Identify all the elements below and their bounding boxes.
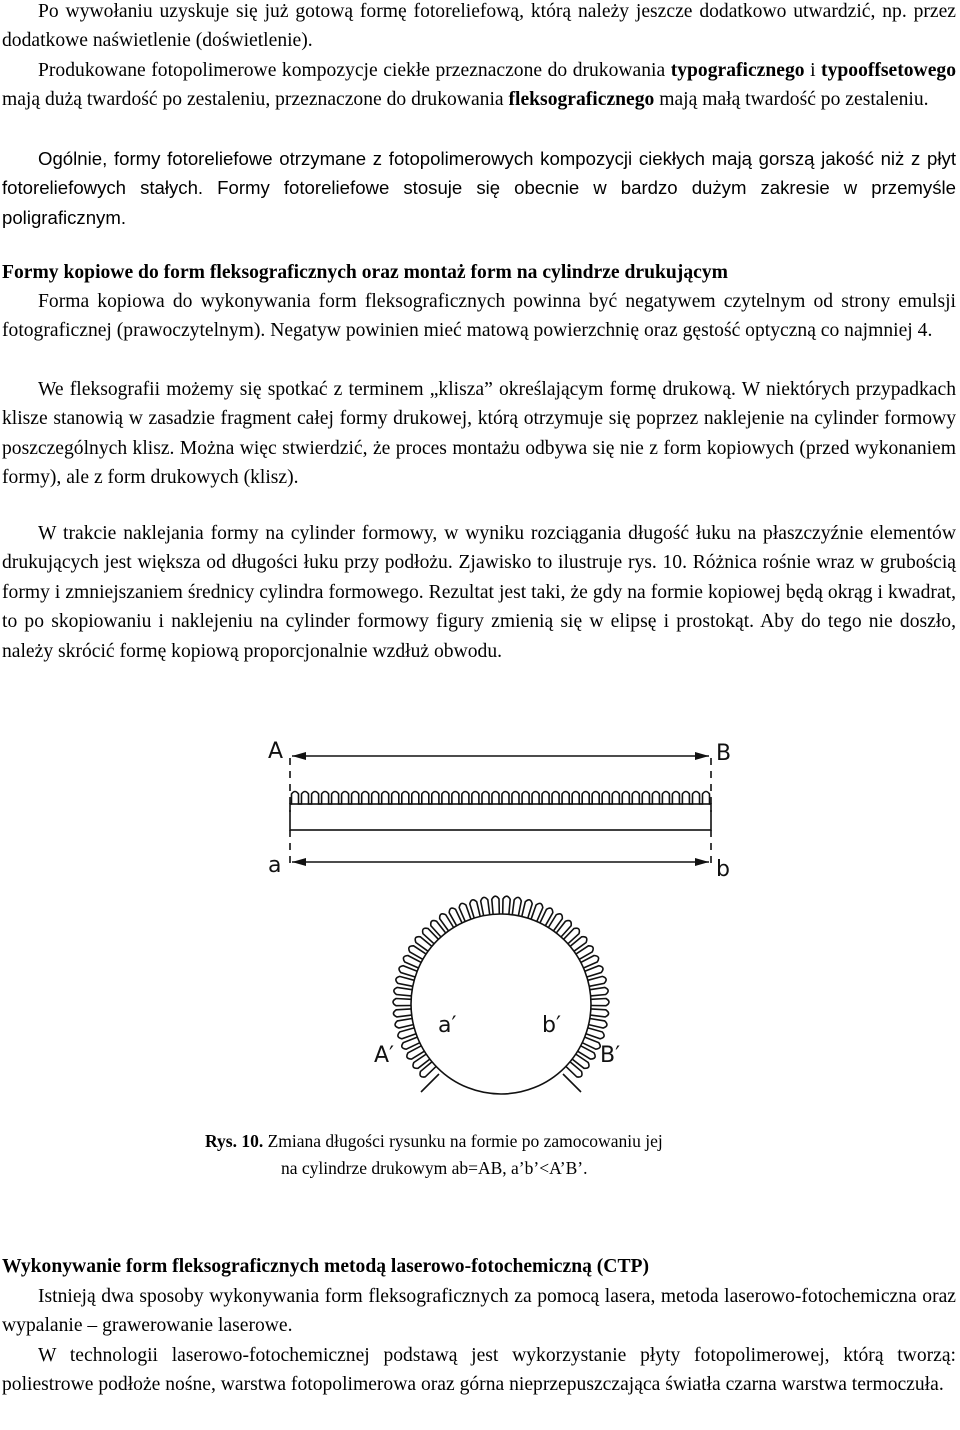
bold-term-typooffset: typooffsetowego xyxy=(821,60,956,81)
caption-number: Rys. 10. xyxy=(205,1131,264,1151)
paragraph-laser-methods-text: Istnieją dwa sposoby wykonywania form fleksograficznych za pomocą lasera, metoda laserowo-fotochemiczna oraz wypalanie – grawerowanie laserowe. xyxy=(2,1286,956,1337)
plate-teeth-ring xyxy=(393,896,609,1077)
paragraph-photopolymer-plate xyxy=(2,1341,956,1400)
paragraph-klisza-text: We fleksografii możemy się spotkać z terminem „klisza” określającym formę drukową. W niektórych przypadkach klisze stanowią w zasadzie fragment całej formy drukowej, którą otrzymuje się poprzez naklejenie na cylinder formowy poszczególnych klisz. Można więc stwierdzić, że proces montażu odbywa się nie z form kopiowych (przed wykonaniem formy), ale z form drukowych (klisz). xyxy=(2,379,956,489)
bold-term-typographic: typograficznego xyxy=(670,60,805,81)
heading-laser-ctp: Wykonywanie form fleksograficznych metodą laserowo-fotochemiczną (CTP) xyxy=(2,1256,650,1277)
label-A-prime: A′ xyxy=(374,1043,395,1068)
paragraph-mounting-stretch-text: W trakcie naklejania formy na cylinder formowy, w wyniku rozciągania długość łuku na płaszczyźnie elementów drukujących jest większa od długości łuku przy podłożu. Zjawisko to ilustruje rys. 10. Różnica rośnie wraz w grubością formy i zmniejszaniem średnicy cylindra formowego. Rezultat jest taki, że gdy na formie kopiowej będą okrąg i kwadrat, to po skopiowaniu i naklejeniu na cylinder formowy figury zmienią się w elipsę i prostokąt. Aby do tego nie doszło, należy skrócić formę kopiową proporcjonalnie wzdłuż obwodu. xyxy=(2,523,956,662)
paragraph-photopolymer-plate-text: W technologii laserowo-fotochemicznej podstawą jest wykorzystanie płyty fotopolimerowej, którą tworzą: poliestrowe podłoże nośne, warstwa fotopolimerowa oraz górna nieprzepuszczająca światła czarna warstwa termoczuła. xyxy=(2,1345,956,1396)
label-b-prime: b′ xyxy=(542,1013,561,1038)
label-A: A xyxy=(268,739,284,764)
arrowhead-a xyxy=(292,858,306,866)
text-segment: mają małą twardość po zestaleniu. xyxy=(654,89,929,111)
heading-copy-forms: Formy kopiowe do form fleksograficznych oraz montaż form na cylindrze drukującym xyxy=(2,262,728,283)
label-B-prime: B′ xyxy=(600,1043,621,1068)
plate-teeth-flat xyxy=(290,792,711,805)
caption-line-2: na cylindrze drukowym ab=AB, a’b’<A’B’. xyxy=(281,1158,588,1178)
paragraph-general-quality xyxy=(2,144,956,232)
figure-caption xyxy=(205,1128,805,1182)
bold-term-flexographic: fleksograficznego xyxy=(508,89,655,111)
paragraph-curing xyxy=(2,0,956,56)
paragraph-klisza xyxy=(2,375,956,493)
cylinder-circle xyxy=(411,914,591,1094)
text-segment: Produkowane fotopolimerowe kompozycje ciekłe przeznaczone do drukowania xyxy=(38,60,671,81)
paragraph-laser-methods xyxy=(2,1282,956,1341)
printing-plate-rectangle xyxy=(290,804,711,830)
label-B: B xyxy=(716,741,732,766)
figure-10 xyxy=(250,726,750,1106)
arrowhead-b xyxy=(695,858,709,866)
arrowhead-B xyxy=(695,752,709,760)
paragraph-general-quality-text: Ogólnie, formy fotoreliefowe otrzymane z fotopolimerowych kompozycji ciekłych mają gorszą jakość niż z płyt fotoreliefowych stałych. Formy fotoreliefowe stosuje się obecnie w bardzo dużym zakresie w przemyśle poligraficznym. xyxy=(2,148,956,228)
figure-diagram xyxy=(250,726,750,1106)
paragraph-mounting-stretch xyxy=(2,519,956,666)
text-segment: i xyxy=(804,60,822,81)
paragraph-curing-text: Po wywołaniu uzyskuje się już gotową formę fotoreliefową, którą należy jeszcze dodatkowo utwardzić, np. przez dodatkowe naświetlenie (doświetlenie). xyxy=(2,1,956,52)
label-a: a xyxy=(268,853,282,878)
arrowhead-A xyxy=(292,752,306,760)
paragraph-copy-form-negative-text: Forma kopiowa do wykonywania form fleksograficznych powinna być negatywem czytelnym od strony emulsji fotograficznej (prawoczytelnym). Negatyw powinien mieć matową powierzchnię oraz gęstość optyczną co najmniej 4. xyxy=(2,291,956,342)
label-b: b xyxy=(716,857,730,882)
paragraph-copy-form-negative xyxy=(2,287,956,346)
label-a-prime: a′ xyxy=(438,1013,457,1038)
paragraph-liquid-compositions xyxy=(2,56,956,115)
text-segment: mają dużą twardość po zestaleniu, przeznaczone do drukowania xyxy=(2,89,509,111)
caption-line-1: Zmiana długości rysunku na formie po zamocowaniu jej xyxy=(263,1131,663,1151)
